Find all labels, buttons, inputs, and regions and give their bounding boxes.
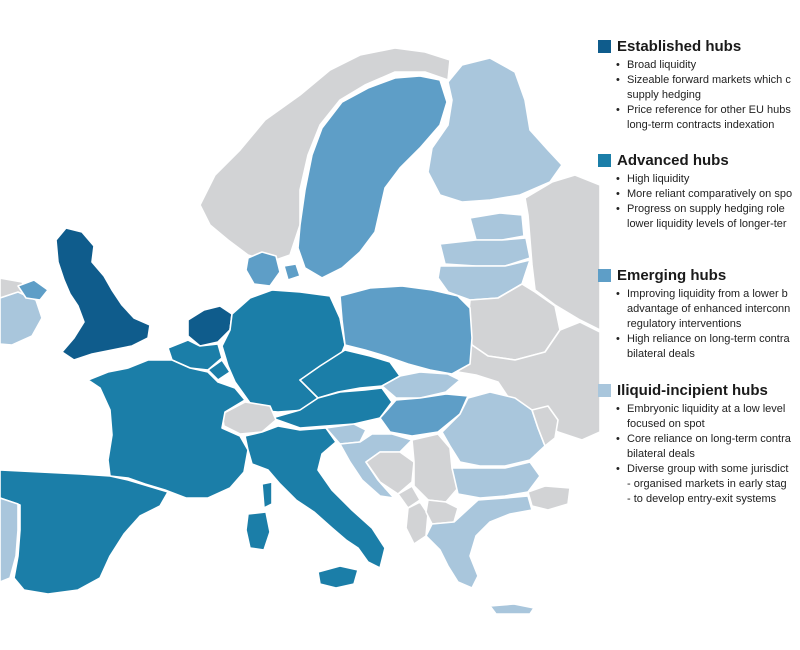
bullet-line: focused on spot [627,418,705,430]
emerging-swatch [598,269,611,282]
bullet-line: • Price reference for other EU hubs [627,104,791,116]
bullet-line: • Core reliance on long-term contra [627,433,791,445]
legend-bullet [616,187,792,202]
illiquid-swatch [598,384,611,397]
legend-established [598,36,791,133]
legend-bullet [616,462,791,507]
legend-bullet [616,103,791,133]
region-denmark [246,252,280,286]
region-crete [490,604,534,614]
bullet-line: long-term contracts indexation [627,119,775,131]
legend-advanced [598,150,792,232]
hub-legend [598,0,800,650]
legend-advanced-bullets [598,172,792,232]
legend-emerging [598,265,790,362]
legend-bullet [616,202,792,232]
region-latvia [440,238,530,266]
legend-illiquid-header [598,380,791,400]
legend-illiquid [598,380,791,507]
legend-established-bullets [598,58,791,133]
bullet-line: supply hedging [627,89,702,101]
bullet-line: regulatory interventions [627,318,742,330]
bullet-line: • Embryonic liquidity at a low level [627,403,786,415]
advanced-swatch [598,154,611,167]
bullet-line: • Improving liquidity from a lower b [627,288,788,300]
region-denmark-islands [284,264,300,280]
legend-bullet [616,402,791,432]
legend-emerging-header [598,265,790,285]
legend-established-title: Established hubs [617,37,742,55]
bullet-line: - to develop entry-exit systems [627,493,777,505]
bullet-line: • Broad liquidity [627,59,697,71]
legend-bullet [616,432,791,462]
legend-illiquid-title: Iliquid-incipient hubs [617,381,768,399]
bullet-line: • Progress on supply hedging role [627,203,785,215]
region-north-macedonia [426,500,458,524]
bullet-line: advantage of enhanced interconn [627,303,791,315]
region-spain [0,470,168,594]
bullet-line: - organised markets in early stag [627,478,787,490]
established-swatch [598,40,611,53]
legend-emerging-bullets [598,287,790,362]
legend-bullet [616,73,791,103]
region-turkey-thrace [528,486,570,510]
region-bulgaria [452,462,540,498]
legend-illiquid-bullets [598,402,791,507]
legend-established-header [598,36,791,56]
region-sardinia [246,512,270,550]
legend-emerging-title: Emerging hubs [617,266,727,284]
bullet-line: bilateral deals [627,448,695,460]
legend-advanced-header [598,150,792,170]
legend-bullet [616,58,791,73]
legend-bullet [616,172,792,187]
legend-advanced-title: Advanced hubs [617,151,729,169]
region-great-britain [56,228,150,360]
bullet-line: lower liquidity levels of longer-ter [627,218,787,230]
legend-bullet [616,287,790,332]
bullet-line: • Sizeable forward markets which c [627,74,791,86]
bullet-line: bilateral deals [627,348,695,360]
region-corsica [262,482,272,508]
legend-bullet [616,332,790,362]
region-albania [406,502,428,544]
region-estonia [470,213,524,240]
bullet-line: • More reliant comparatively on spo [627,188,793,200]
bullet-line: • High reliance on long-term contra [627,333,790,345]
bullet-line: • High liquidity [627,173,690,185]
region-sicily [318,566,358,588]
bullet-line: • Diverse group with some jurisdict [627,463,789,475]
